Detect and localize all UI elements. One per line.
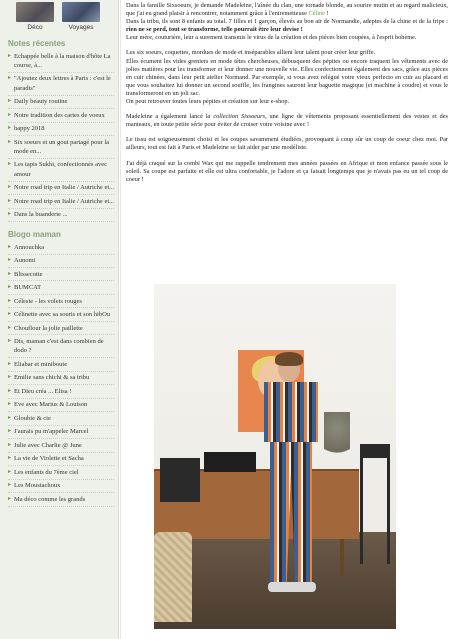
bullet-arrow-icon: ▸ bbox=[8, 482, 12, 489]
blogo-maman-link[interactable]: Céleste - les volets rouges bbox=[14, 297, 82, 305]
intro-end: ! bbox=[324, 10, 329, 18]
recent-note-item[interactable] bbox=[8, 96, 114, 109]
article-paragraph-collection bbox=[126, 113, 448, 129]
blogo-maman-link[interactable]: Les enfants du 7ème ciel bbox=[14, 468, 79, 476]
voyages-thumbnail-image[interactable] bbox=[62, 2, 100, 22]
thumb-voyages[interactable] bbox=[62, 2, 100, 31]
celine-link[interactable]: Céline bbox=[308, 10, 325, 18]
bullet-arrow-icon: ▸ bbox=[8, 324, 12, 331]
bullet-arrow-icon: ▸ bbox=[8, 495, 12, 502]
blogo-maman-heading: Blogo maman bbox=[8, 230, 61, 240]
recent-note-item[interactable] bbox=[8, 109, 114, 122]
blogo-maman-link[interactable]: La vie de Violette et Sacha bbox=[14, 455, 84, 463]
blogo-maman-link[interactable]: Blissecotte bbox=[14, 270, 43, 278]
mother-text: Leur mère, couturière, leur a surement transmis le virus de la création et des pièces bien coupées, à l'esprit bohème. bbox=[126, 34, 417, 42]
recent-note-item[interactable] bbox=[8, 195, 114, 208]
blogo-maman-item[interactable] bbox=[8, 466, 114, 479]
recent-note-link[interactable]: happy 2018 bbox=[14, 125, 45, 133]
bullet-arrow-icon: ▸ bbox=[8, 75, 12, 82]
blogo-maman-link[interactable]: Dis, maman c'est dans combien de dodo ? bbox=[14, 338, 104, 355]
sisters-text: Les six soeurs, coquettes, mordues de mode et inséparables allient leur talent pour créer leur griffe. bbox=[126, 49, 376, 57]
blogo-maman-item[interactable] bbox=[8, 241, 114, 254]
blogo-maman-link[interactable]: Les Moustachoux bbox=[14, 482, 61, 490]
blogo-maman-item[interactable] bbox=[8, 255, 114, 268]
collection-text-a: Madeleine a également lancé bbox=[126, 113, 206, 121]
article-paragraph-fabric: Le tissu est soigneusement choisi et les coupes savamment étudiées, provoquant à coup sûr un coup de coeur chez moi. Par ailleurs, tout est fait à Paris et Madeleine se fait aider par une modéliste. bbox=[126, 136, 448, 152]
motto-bold: rien ne se perd, tout se transforme, telle pourrait être leur devise ! bbox=[126, 26, 303, 34]
bullet-arrow-icon: ▸ bbox=[8, 98, 12, 105]
photo-speaker bbox=[160, 458, 200, 502]
blogo-maman-link[interactable]: Et Dieu créa ... Elisa ! bbox=[14, 387, 72, 395]
recent-note-link[interactable]: Notre road trip en Italie / Autriche et... bbox=[14, 197, 115, 205]
blogo-maman-item[interactable] bbox=[8, 412, 114, 425]
blogo-maman-item[interactable] bbox=[8, 480, 114, 493]
bullet-arrow-icon: ▸ bbox=[8, 297, 12, 304]
blogo-maman-item[interactable] bbox=[8, 295, 114, 308]
bullet-arrow-icon: ▸ bbox=[8, 374, 12, 381]
blogo-maman-link[interactable]: Emilie sans chichi & sa tribu bbox=[14, 374, 90, 382]
bullet-arrow-icon: ▸ bbox=[8, 387, 12, 394]
blogo-maman-item[interactable] bbox=[8, 268, 114, 281]
category-thumbnails bbox=[16, 2, 114, 31]
sideboard-leg bbox=[340, 539, 344, 577]
blogo-maman-link[interactable]: Célinette avec sa souris et son hibOu bbox=[14, 311, 111, 319]
recent-note-item[interactable] bbox=[8, 182, 114, 195]
recent-note-item[interactable] bbox=[8, 73, 114, 96]
collection-text-b: , une ligne de vêtements proposant essentiellement des vestes et des manteaux, en toute petite série pour éviter de croiser votre voisine avec ! bbox=[126, 113, 449, 129]
blogo-maman-link[interactable]: BUMCAT bbox=[14, 284, 42, 292]
person-top bbox=[264, 382, 318, 442]
recent-note-item[interactable] bbox=[8, 123, 114, 136]
recent-note-link[interactable]: Les tapis Sukhi, confectionnés avec amour bbox=[14, 161, 107, 178]
blogo-maman-item[interactable] bbox=[8, 281, 114, 294]
bullet-arrow-icon: ▸ bbox=[8, 138, 12, 145]
bullet-arrow-icon: ▸ bbox=[8, 161, 12, 168]
article-body bbox=[126, 2, 448, 639]
blogo-maman-item[interactable] bbox=[8, 335, 114, 358]
bullet-arrow-icon: ▸ bbox=[8, 414, 12, 421]
bullet-arrow-icon: ▸ bbox=[8, 284, 12, 291]
blogo-maman-link[interactable]: Eve avec Marius & Louison bbox=[14, 401, 88, 409]
recent-note-link[interactable]: Daily beauty routine bbox=[14, 98, 68, 106]
blogo-maman-link[interactable]: Eliabar et miniboute bbox=[14, 360, 68, 368]
eshop-text: On peut retrouver toutes leurs pépites et création sur leur e-shop. bbox=[126, 98, 290, 106]
recent-note-link[interactable]: Echappée belle à la maison d'hôte La course, à... bbox=[14, 52, 111, 69]
blogo-maman-item[interactable] bbox=[8, 453, 114, 466]
blogo-maman-item[interactable] bbox=[8, 358, 114, 371]
bullet-arrow-icon: ▸ bbox=[8, 270, 12, 277]
photo-chair bbox=[360, 444, 390, 564]
bullet-arrow-icon: ▸ bbox=[8, 468, 12, 475]
photo-plant bbox=[324, 412, 350, 466]
blogo-maman-item[interactable] bbox=[8, 322, 114, 335]
person-shoes bbox=[268, 582, 316, 592]
recent-note-link[interactable]: Dans la buanderie ... bbox=[14, 211, 68, 219]
bullet-arrow-icon: ▸ bbox=[8, 401, 12, 408]
bullet-arrow-icon: ▸ bbox=[8, 197, 12, 204]
blogo-maman-item[interactable] bbox=[8, 426, 114, 439]
article-paragraph-intro bbox=[126, 2, 448, 42]
article-paragraph-sisters bbox=[126, 49, 448, 106]
blogo-maman-item[interactable] bbox=[8, 372, 114, 385]
recent-note-item[interactable] bbox=[8, 50, 114, 73]
bullet-arrow-icon: ▸ bbox=[8, 455, 12, 462]
recent-notes-heading: Notes récentes bbox=[8, 39, 66, 48]
person-hair bbox=[275, 352, 303, 366]
blogo-maman-item[interactable] bbox=[8, 439, 114, 452]
photo-armchair bbox=[154, 532, 192, 622]
recent-note-item[interactable] bbox=[8, 209, 114, 222]
bullet-arrow-icon: ▸ bbox=[8, 111, 12, 118]
blogo-maman-item[interactable] bbox=[8, 493, 114, 506]
thumb-deco-label[interactable]: Déco bbox=[27, 24, 43, 31]
column-divider bbox=[118, 0, 119, 639]
flea-market-text: Elles écument les vides greniers en mode têtes chercheuses, débusquent des pépites ou encore traquent les vêtements avec de jolies matières pour les transformer et leur donner une nouvelle vie. Elles confectionnent également des sacs, grâce aux pièces en cuir chinées, dans leur petit atelier Normand. Par exemple, si vous avez relégué votre vieux perfecto en cuir au placard et que vous souhaitez lui donner un second souffle, les frangines sauront leur baguette magique (et machine à coudre) et vous le transformeront en un joli sac. bbox=[126, 57, 448, 97]
recent-note-link[interactable]: "Ajoutez deux lettres à Paris : c'est le paradis" bbox=[14, 75, 111, 92]
blogo-maman-link[interactable]: Annouchka bbox=[14, 243, 44, 251]
bullet-arrow-icon: ▸ bbox=[8, 257, 12, 264]
article-paragraph-wax: J'ai déjà craqué sur la combi Wax qui me rappelle tendrement mes années passées en Afrique et mon enfance passée sous le soleil. Sa coupe est parfaite et elle est ultra confortable, je l'adore et ça faisait longtemps que je n'avais pas eu un tel coup de coeur ! bbox=[126, 159, 448, 183]
bullet-arrow-icon: ▸ bbox=[8, 125, 12, 132]
blogo-maman-item[interactable] bbox=[8, 399, 114, 412]
blogo-maman-list bbox=[8, 241, 114, 507]
blogo-maman-item[interactable] bbox=[8, 385, 114, 398]
recent-note-link[interactable]: Notre road trip en Italie / Autriche et... bbox=[14, 184, 115, 192]
thumb-deco[interactable] bbox=[16, 2, 54, 31]
bullet-arrow-icon: ▸ bbox=[8, 52, 12, 59]
recent-note-link[interactable]: Six soeurs et un gout partagé pour la mode en... bbox=[14, 138, 110, 155]
intro-text: Dans la famille Sixsoeurs, je demande Madeleine, l'aînée du clan, une tornade blonde, au sourire mutin et au regard malicieux, que j'ai eu grand plaisir à rencontrer, notamment grâce à l'entremetteuse bbox=[126, 2, 448, 18]
recent-note-link[interactable]: Notre tradition des cartes de voeux bbox=[14, 111, 105, 119]
bullet-arrow-icon: ▸ bbox=[8, 338, 12, 345]
photo-person bbox=[258, 356, 326, 601]
person-pants bbox=[270, 442, 312, 582]
bullet-arrow-icon: ▸ bbox=[8, 211, 12, 218]
photo-turntable bbox=[204, 452, 256, 472]
thumb-voyages-label[interactable]: Voyages bbox=[68, 24, 94, 31]
recent-note-item[interactable] bbox=[8, 159, 114, 182]
tribe-text: Dans la tribu, ils sont 8 enfants au total. 7 filles et 1 garçon, élevés au bon air de Normandie, adeptes de la chine et de la fripe : bbox=[126, 18, 448, 26]
blogo-maman-link[interactable]: J'aurais pu m'appeler Marcel bbox=[14, 428, 89, 436]
blogo-maman-link[interactable]: Aunomi bbox=[14, 257, 36, 265]
blogo-maman-link[interactable]: Chouflour la jolie paillette bbox=[14, 324, 83, 332]
bullet-arrow-icon: ▸ bbox=[8, 243, 12, 250]
bullet-arrow-icon: ▸ bbox=[8, 428, 12, 435]
blogo-maman-item[interactable] bbox=[8, 308, 114, 321]
recent-note-item[interactable] bbox=[8, 136, 114, 159]
collection-name: la collection Sixsoeurs bbox=[205, 113, 266, 121]
bullet-arrow-icon: ▸ bbox=[8, 184, 12, 191]
blogo-maman-link[interactable]: Ma déco comme les grands bbox=[14, 495, 86, 503]
bullet-arrow-icon: ▸ bbox=[8, 311, 12, 318]
article-photo bbox=[154, 284, 396, 629]
deco-thumbnail-image[interactable] bbox=[16, 2, 54, 22]
recent-notes-list bbox=[8, 50, 114, 222]
blogo-maman-link[interactable]: Gloubie & cie bbox=[14, 414, 51, 422]
blogo-maman-link[interactable]: Julie avec Charlie @ June bbox=[14, 441, 82, 449]
column-divider-inner bbox=[120, 0, 121, 639]
sidebar bbox=[0, 0, 118, 639]
bullet-arrow-icon: ▸ bbox=[8, 360, 12, 367]
bullet-arrow-icon: ▸ bbox=[8, 441, 12, 448]
